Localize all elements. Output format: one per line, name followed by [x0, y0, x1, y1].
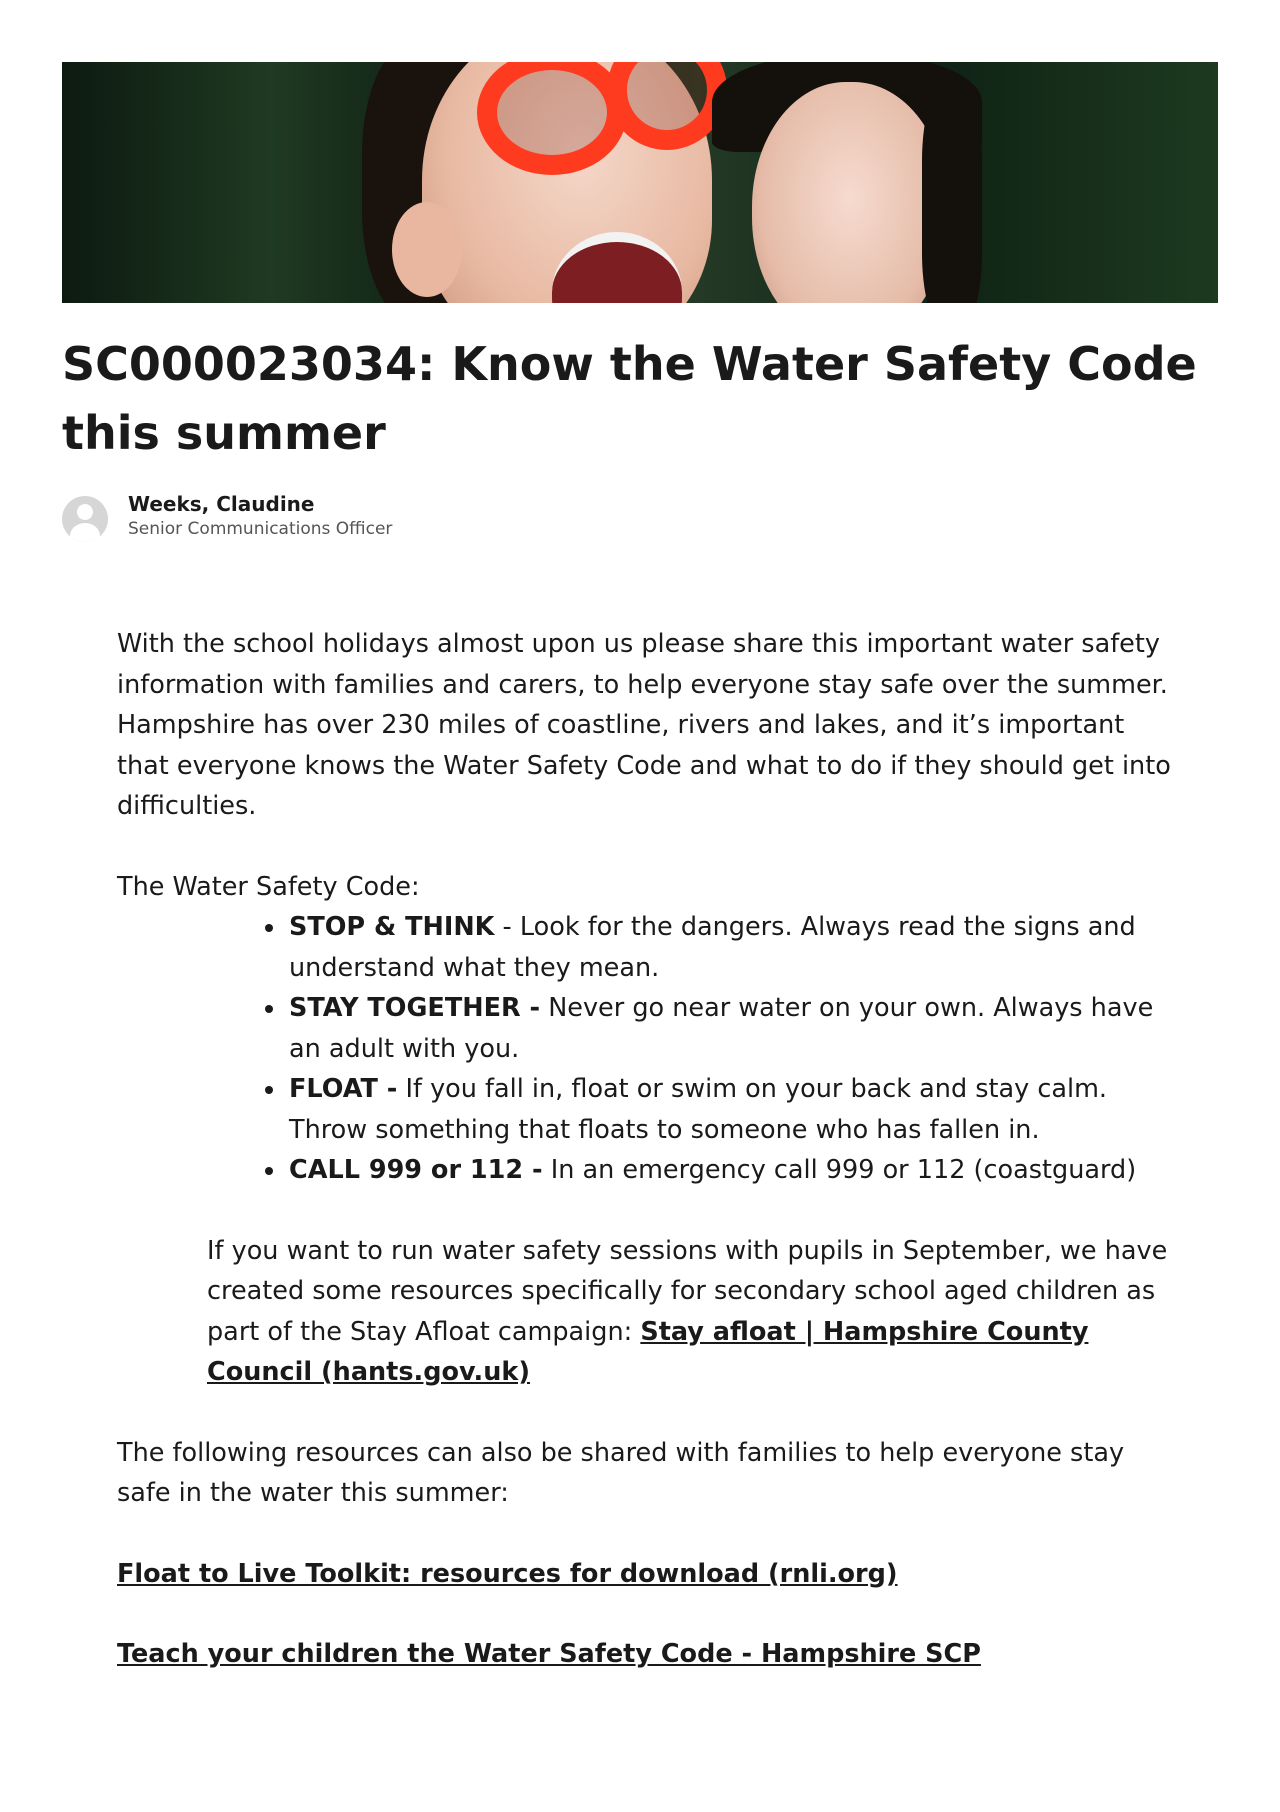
code-term: STOP & THINK [289, 912, 495, 942]
rnli-link-paragraph [117, 1554, 1177, 1595]
code-term: FLOAT - [289, 1074, 398, 1104]
page-title: SC000023034: Know the Water Safety Code this summer [62, 337, 1197, 460]
list-item [287, 1069, 1177, 1150]
water-safety-code-link[interactable]: Teach your children the Water Safety Code - Hampshire SCP [117, 1639, 981, 1669]
stay-afloat-link[interactable]: Stay afloat | Hampshire County Council (hants.gov.uk) [207, 1316, 1089, 1387]
resources-paragraph: The following resources can also be shared with families to help everyone stay safe in the water this summer: [117, 1437, 1125, 1508]
code-term: CALL 999 or 112 - [289, 1155, 543, 1185]
sessions-paragraph [207, 1231, 1177, 1393]
code-text: - Look for the dangers. Always read the signs and understand what they mean. [289, 912, 1136, 983]
water-safety-code-list [117, 907, 1177, 1191]
author-role: Senior Communications Officer [128, 519, 393, 539]
code-text: In an emergency call 999 or 112 (coastguard) [542, 1155, 1137, 1185]
article-body [117, 624, 1177, 1675]
author-byline [62, 492, 392, 542]
code-heading: The Water Safety Code: [117, 871, 420, 902]
author-name[interactable]: Weeks, Claudine [128, 492, 315, 516]
code-term: STAY TOGETHER - [289, 993, 541, 1023]
code-text: Never go near water on your own. Always have an adult with you. [289, 993, 1154, 1064]
list-item [287, 1150, 1177, 1191]
list-item [287, 907, 1177, 988]
intro-paragraph: With the school holidays almost upon us please share this important water safety information with families and carers, to help everyone stay safe over the summer. Hampshire has over 230 miles of coastline, rivers and lakes, and it’s important that everyone knows the Water Safety Code and what to do if they should get into difficulties. [117, 629, 1171, 821]
code-text: If you fall in, float or swim on your back and stay calm. Throw something that floats to someone who has fallen in. [289, 1074, 1108, 1145]
sessions-text: If you want to run water safety sessions with pupils in September, we have created some resources specifically for secondary school aged children as part of the Stay Afloat campaign: [207, 1235, 1168, 1347]
banner-image [62, 62, 1218, 303]
float-to-live-link[interactable]: Float to Live Toolkit: resources for download (rnli.org) [117, 1558, 898, 1589]
avatar[interactable] [62, 496, 108, 542]
list-item [287, 988, 1177, 1069]
scp-link-paragraph [117, 1634, 1177, 1675]
